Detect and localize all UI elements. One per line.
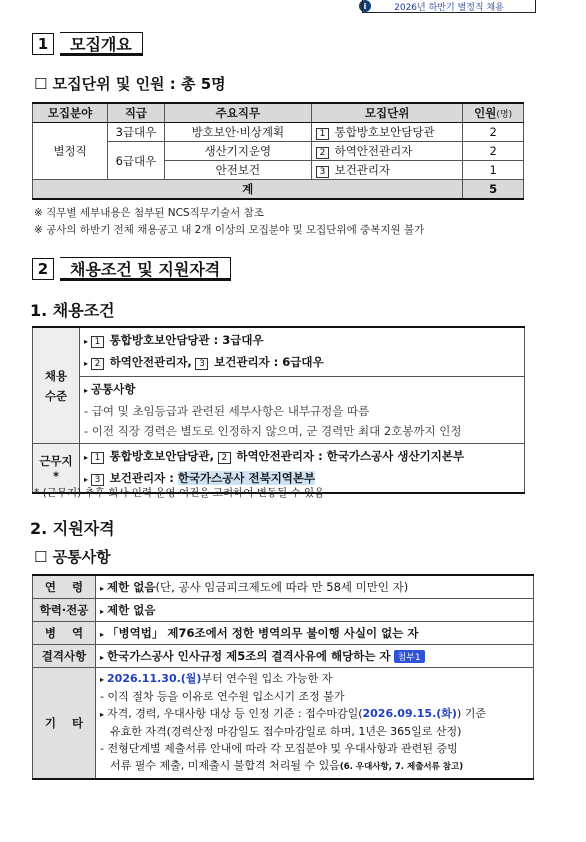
header-tag: 2026년 하반기 별정직 채용 [362, 0, 536, 13]
note-line: ※ 직무별 세부내용은 첨부된 NCS직무기술서 참조 [34, 207, 264, 219]
military-cell: ▸ 「병역법」 제76조에서 정한 병역의무 불이행 사실이 없는 자 [96, 621, 534, 644]
count-cell: 2 [463, 123, 524, 142]
duty-cell: 방호보안·비상계획 [164, 123, 311, 142]
common-heading: ☐ 공통사항 [34, 548, 111, 566]
conditions-table [32, 326, 525, 494]
education-cell: ▸ 제한 없음 [96, 598, 534, 621]
row-label: 근무지* [33, 444, 80, 494]
unit-cell: 1 통합방호보안담당관 [311, 123, 462, 142]
duty-cell: 안전보건 [164, 161, 311, 180]
note-line: ※ 공사의 하반기 전체 채용공고 내 2개 이상의 모집분야 및 모집단위에 중복지원 불가 [34, 224, 425, 236]
level-cell: ▸ 1 통합방호보안담당관 : 3급대우 ▸ 2 하역안전관리자, 3 보건관리자 : 6급대우 [80, 327, 525, 377]
qualification-heading: 2. 지원자격 [30, 519, 115, 538]
col-header: 모집분야 [33, 103, 108, 123]
row-label: 기 타 [33, 667, 96, 779]
section-1-heading [32, 33, 143, 55]
rank-cell: 6급대우 [108, 142, 165, 180]
total-count: 5 [463, 180, 524, 200]
count-cell: 2 [463, 142, 524, 161]
row-label: 연 령 [33, 575, 96, 598]
age-cell: ▸ 제한 없음(단, 공사 임금피크제도에 따라 만 58세 미만인 자) [96, 575, 534, 598]
workplace-note: * (근무지) 추후 회사 인력 운영 여건을 고려하여 변동될 수 있음 [34, 487, 325, 499]
duty-cell: 생산기지운영 [164, 142, 311, 161]
row-label: 학력·전공 [33, 598, 96, 621]
col-header: 직급 [108, 103, 165, 123]
col-header: 주요직무 [164, 103, 311, 123]
total-label: 계 [33, 180, 463, 200]
col-header: 인원(명) [463, 103, 524, 123]
attachment-badge[interactable]: 첨부1 [394, 650, 425, 663]
row-label: 결격사항 [33, 644, 96, 667]
unit-cell: 3 보건관리자 [311, 161, 462, 180]
col-header: 모집단위 [311, 103, 462, 123]
unit-cell: 2 하역안전관리자 [311, 142, 462, 161]
section-2-heading [32, 258, 231, 280]
count-cell: 1 [463, 161, 524, 180]
section-title: 채용조건 및 지원자격 [60, 257, 231, 281]
recruit-unit-heading: ☐ 모집단위 및 인원 : 총 5명 [34, 75, 226, 93]
rank-cell: 3급대우 [108, 123, 165, 142]
recruit-table [32, 102, 524, 200]
other-cell: ▸ 2026.11.30.(월)부터 연수원 입소 가능한 자 - 이직 절차 등을 이유로 연수원 입소시기 조정 불가 ▸ 자격, 경력, 우대사항 대상 등 인정 기준 : 접수마감일(2026.09.15.(화)) 기준 유효한 자격(경력산정 마감일도 접수마감일로 하며, 1년은 365일로 산정) - 전형단계별 제출서류 안내에 따라 각 모집분야 및 우대사항과 관련된 증빙 서류 필수 제출, 미제출시 불합격 처리될 수 있음(6. 우대사항, 7. 제출서류 참고) [96, 667, 534, 779]
info-icon: i [359, 0, 371, 12]
qualification-table [32, 574, 534, 780]
field-cell: 별정직 [33, 123, 108, 180]
disqualification-cell: ▸ 한국가스공사 인사규정 제5조의 결격사유에 해당하는 자 첨부1 [96, 644, 534, 667]
row-label: 병 역 [33, 621, 96, 644]
workplace-cell: ▸ 1 통합방호보안담당관, 2 하역안전관리자 : 한국가스공사 생산기지본부 ▸ 3 보건관리자 : 한국가스공사 전북지역본부 [80, 444, 525, 494]
common-cell: ▸ 공통사항 - 급여 및 초임등급과 관련된 세부사항은 내부규정을 따름 - 이전 직장 경력은 별도로 인정하지 않으며, 군 경력만 최대 2호봉까지 인정 [80, 377, 525, 444]
section-title: 모집개요 [60, 32, 143, 56]
conditions-heading: 1. 채용조건 [30, 301, 115, 320]
section-number: 2 [32, 258, 54, 280]
row-label: 채용 수준 [33, 327, 80, 444]
section-number: 1 [32, 33, 54, 55]
